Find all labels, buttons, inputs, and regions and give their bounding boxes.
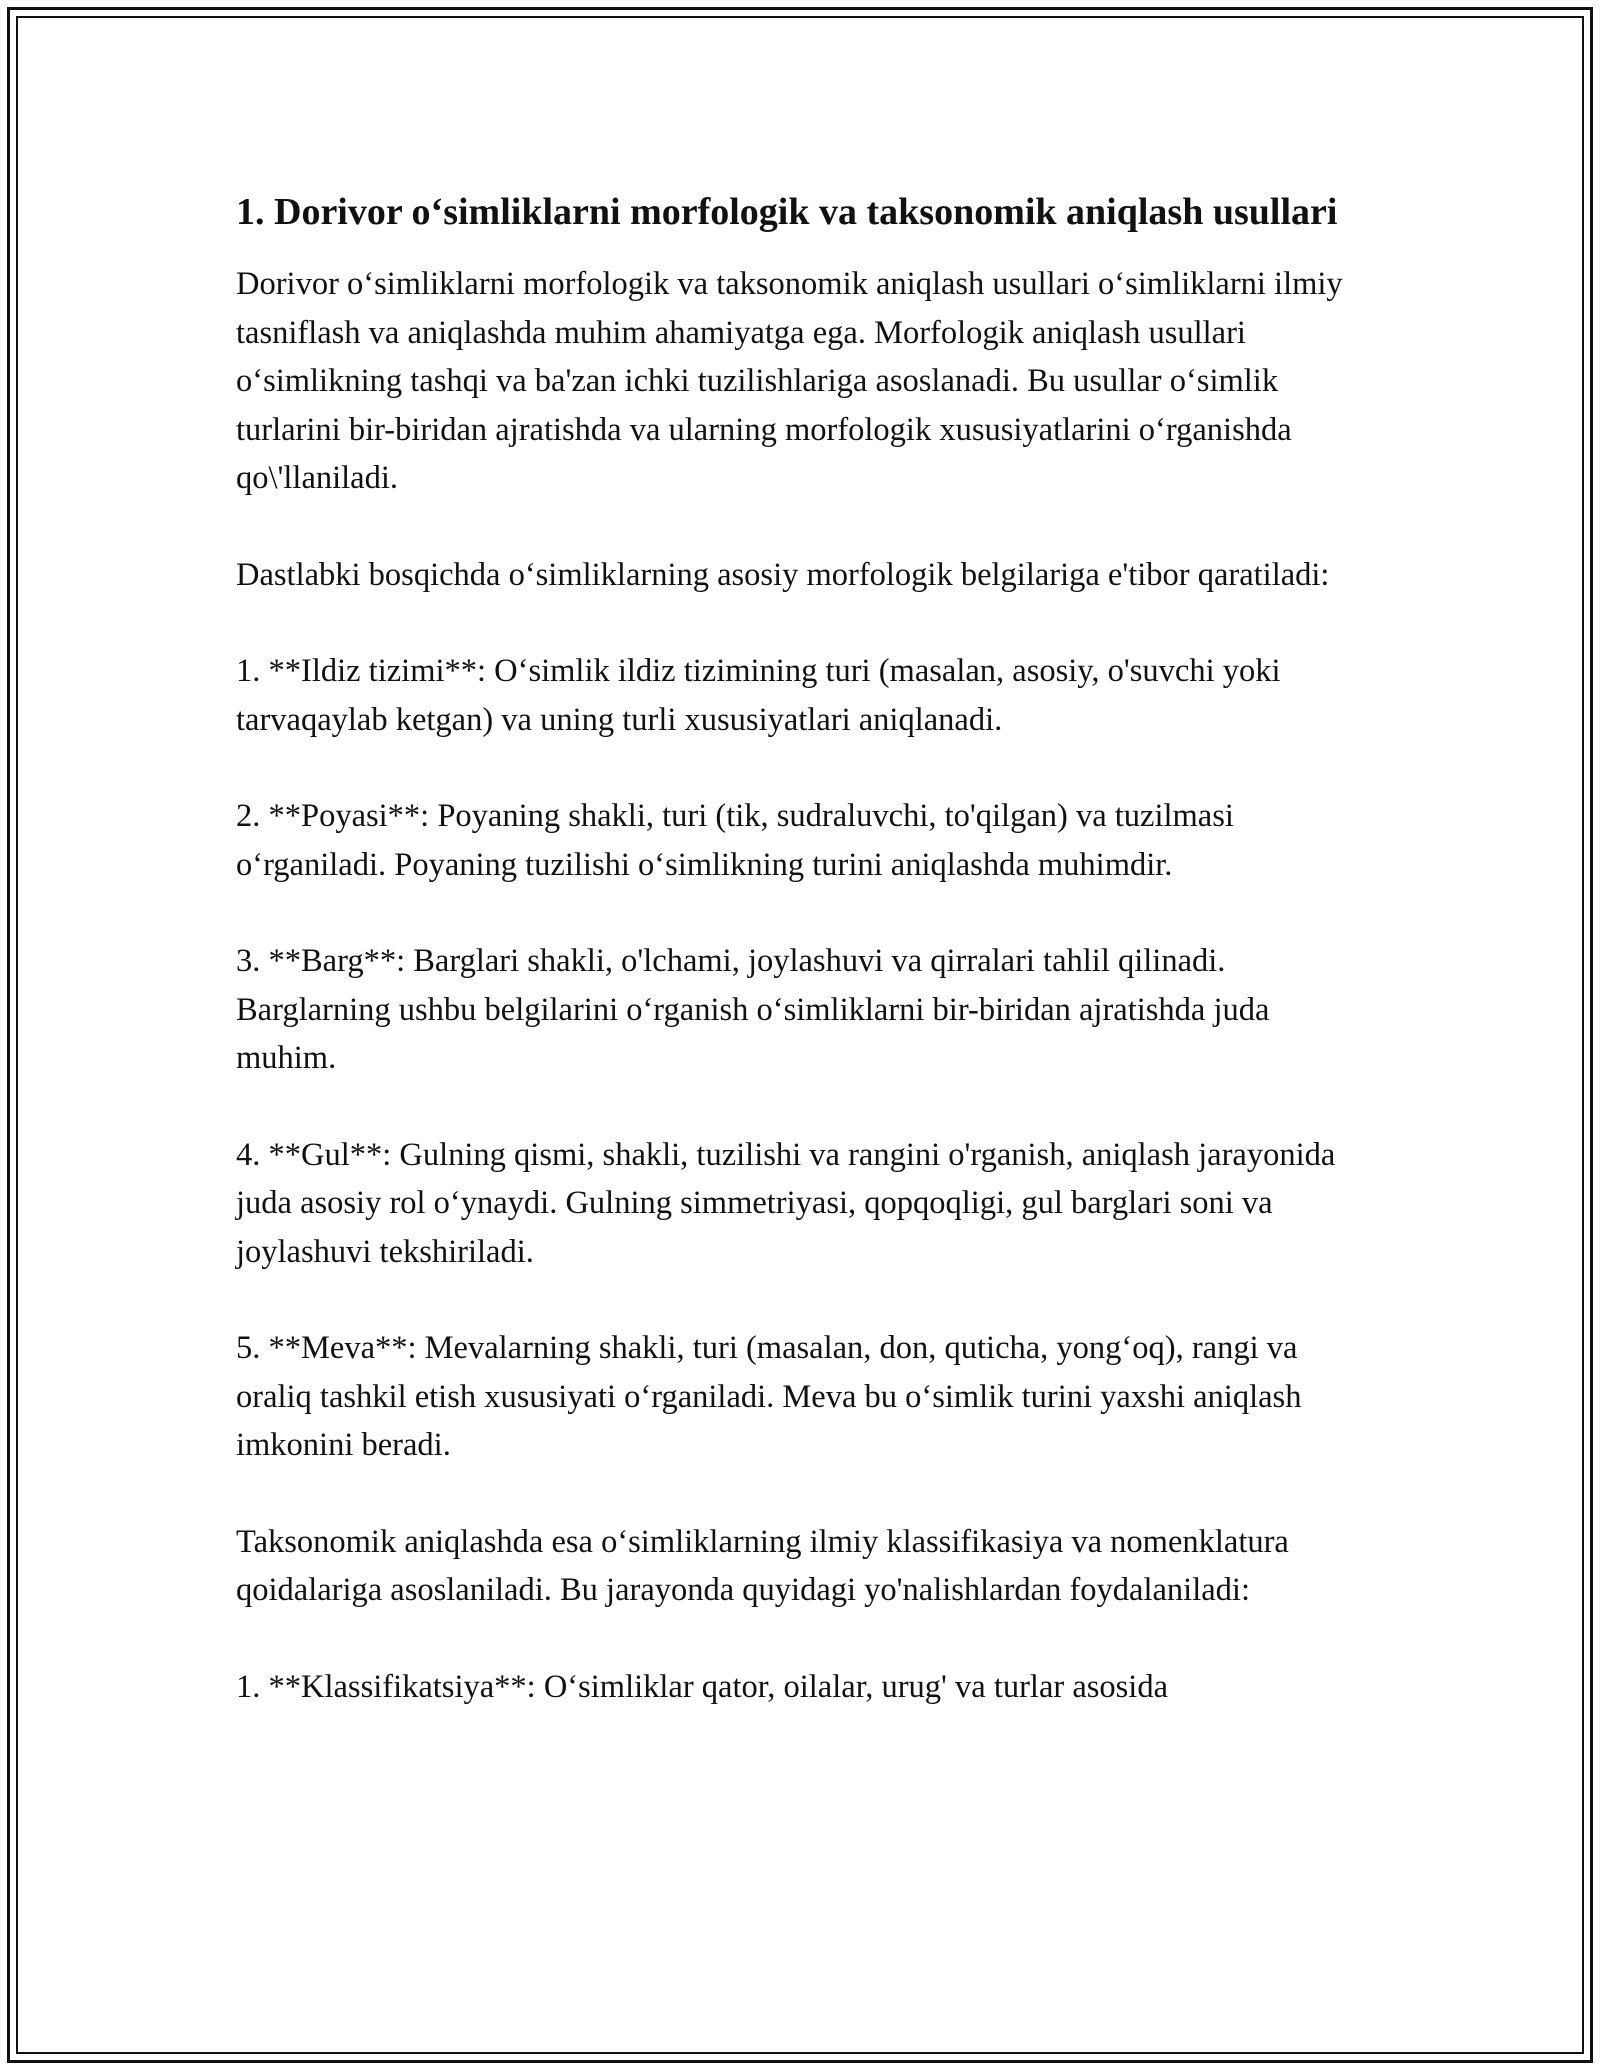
list-item-leaf: 3. **Barg**: Barglari shakli, o'lchami, joylashuvi va qirralari tahlil qilinadi. Barglarning ushbu belgilarini o‘rganish o‘simliklarni bir-biridan ajratishda juda muhim. [236,943,1270,1076]
document-heading: 1. Dorivor o‘simliklarni morfologik va taksonomik aniqlash usullari [236,191,1338,233]
document-body [236,185,1371,1711]
list-item-fruit: 5. **Meva**: Mevalarning shakli, turi (masalan, don, quticha, yong‘oq), rangi va oraliq tashkil etish xususiyati o‘rganiladi. Meva bu o‘simlik turini yaxshi aniqlash imkonini beradi. [236,1330,1302,1463]
list-item-stem: 2. **Poyasi**: Poyaning shakli, turi (tik, sudraluvchi, to'qilgan) va tuzilmasi o‘rganiladi. Poyaning tuzilishi o‘simlikning turini aniqlashda muhimdir. [236,798,1234,883]
paragraph-intro: Dorivor o‘simliklarni morfologik va taksonomik aniqlash usullari o‘simliklarni ilmiy tasniflash va aniqlashda muhim ahamiyatga ega. Morfologik aniqlash usullari o‘simlikning tashqi va ba'zan ichki tuzilishlariga asoslanadi. Bu usullar o‘simlik turlarini bir-biridan ajratishda va ularning morfologik xususiyatlarini o‘rganishda qo\'llaniladi. [236,266,1343,496]
list-item-classification: 1. **Klassifikatsiya**: O‘simliklar qator, oilalar, urug' va turlar asosida [236,1668,1168,1705]
list-item-root-system: 1. **Ildiz tizimi**: O‘simlik ildiz tizimining turi (masalan, asosiy, o'suvchi yoki tarvaqaylab ketgan) va uning turli xususiyatlari aniqlanadi. [236,653,1281,738]
list-item-flower: 4. **Gul**: Gulning qismi, shakli, tuzilishi va rangini o'rganish, aniqlash jarayonida juda asosiy rol o‘ynaydi. Gulning simmetriyasi, qopqoqligi, gul barglari soni va joylashuvi tekshiriladi. [236,1136,1336,1270]
paragraph-morphology-lead: Dastlabki bosqichda o‘simliklarning asosiy morfologik belgilariga e'tibor qaratiladi: [236,556,1330,593]
paragraph-taxonomy-lead: Taksonomik aniqlashda esa o‘simliklarning ilmiy klassifikasiya va nomenklatura qoidalariga asoslaniladi. Bu jarayonda quyidagi yo'nalishlardan foydalaniladi: [236,1523,1289,1608]
